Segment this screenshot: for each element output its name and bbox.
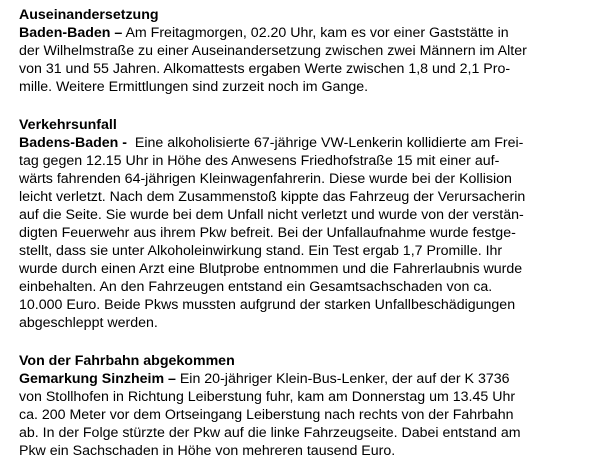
article-line: tag gegen 12.15 Uhr in Höhe des Anwesens Friedhofstraße 15 mit einer auf- <box>19 153 500 169</box>
article-text: Am Freitagmorgen, 02.20 Uhr, kam es vor einer Gaststätte in <box>122 25 509 41</box>
article-lead: Baden-Baden – <box>19 25 123 41</box>
article-line: wurde durch einen Arzt eine Blutprobe entnommen und die Fahrerlaubnis wurde <box>19 261 523 277</box>
article-line: wärts fahrenden 64-jährigen Kleinwagenfahrerin. Diese wurde bei der Kollision <box>19 171 512 187</box>
article-line: mille. Weitere Ermittlungen sind zurzeit noch im Gange. <box>19 79 369 95</box>
article-heading: Von der Fahrbahn abgekommen <box>19 353 235 369</box>
article-line: von Stollhofen in Richtung Leiberstung fuhr, kam am Donnerstag um 13.45 Uhr <box>19 389 516 405</box>
article-line: ab. In der Folge stürzte der Pkw auf die linke Fahrzeugseite. Dabei entstand am <box>19 425 521 441</box>
article-line: stellt, dass sie unter Alkoholeinwirkung stand. Ein Test ergab 1,7 Promille. Ihr <box>19 243 503 259</box>
article-heading: Verkehrsunfall <box>19 117 117 133</box>
article-heading: Auseinandersetzung <box>19 7 159 23</box>
article-text: Eine alkoholisierte 67-jährige VW-Lenkerin kollidierte am Frei- <box>127 135 524 151</box>
article-line <box>19 24 509 42</box>
article-line: Pkw ein Sachschaden in Höhe von mehreren tausend Euro. <box>19 443 396 459</box>
article-line <box>19 134 523 152</box>
article-line: 10.000 Euro. Beide Pkws mussten aufgrund der starken Unfallbeschädigungen <box>19 297 516 313</box>
article-line: von 31 und 55 Jahren. Alkomattests ergaben Werte zwischen 1,8 und 2,1 Pro- <box>19 61 511 77</box>
article-line: abgeschleppt werden. <box>19 315 158 331</box>
article-lead: Gemarkung Sinzheim – <box>19 371 176 387</box>
article-line: auf die Seite. Sie wurde bei dem Unfall nicht verletzt und wurde von der verstän- <box>19 207 524 223</box>
article-line: leicht verletzt. Nach dem Zusammenstoß kippte das Fahrzeug der Verursacherin <box>19 189 526 205</box>
article-line: ca. 200 Meter vor dem Ortseingang Leiberstung nach rechts von der Fahrbahn <box>19 407 514 423</box>
article-line: einbehalten. An den Fahrzeugen entstand ein Gesamtsachschaden von ca. <box>19 279 493 295</box>
article-line <box>19 370 510 388</box>
article-text: Ein 20-jähriger Klein-Bus-Lenker, der auf der K 3736 <box>175 371 510 387</box>
article-lead: Badens-Baden - <box>19 135 127 151</box>
article-line: der Wilhelmstraße zu einer Auseinandersetzung zwischen zwei Männern im Alter <box>19 43 527 59</box>
article-line: digten Feuerwehr aus ihrem Pkw befreit. Bei der Unfallaufnahme wurde festge- <box>19 225 516 241</box>
